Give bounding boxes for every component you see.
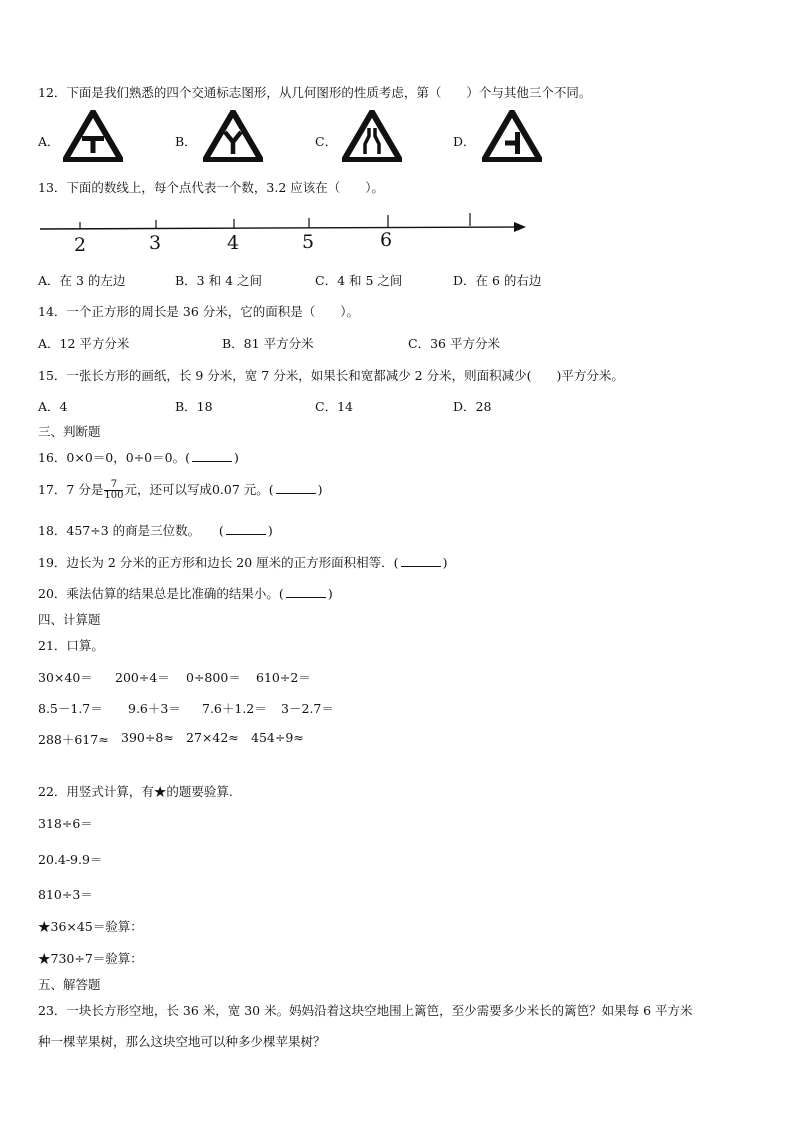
q15-option-b: B．18 [175, 399, 213, 414]
q13-option-b: B．3 和 4 之间 [175, 273, 263, 288]
q17-fraction-numerator: 7 [104, 480, 123, 491]
q21-item: 8.5－1.7＝ [38, 701, 103, 716]
q15-option-d: D．28 [453, 399, 492, 414]
q21-item: 610÷2＝ [256, 670, 311, 685]
q13-stem: 13．下面的数线上，每个点代表一个数，3.2 应该在（ ）。 [38, 180, 385, 195]
q18: 18．457÷3 的商是三位数。 ( ) [38, 523, 273, 538]
q16-text: 16．0×0＝0，0÷0＝0。 [38, 450, 186, 465]
q17-fraction-denominator: 100 [104, 490, 124, 501]
q21-stem: 21．口算。 [38, 638, 104, 653]
q12-option-c: C． [315, 134, 338, 149]
q21-item: 288＋617≈ [38, 732, 109, 747]
q14-option-a: A．12 平方分米 [38, 336, 130, 351]
q21-item: 30×40＝ [38, 670, 93, 685]
road-narrows-sign-icon [342, 110, 402, 162]
q20: 20．乘法估算的结果总是比准确的结果小。( ) [38, 586, 333, 601]
q22-item-4: ★36×45＝验算： [38, 919, 143, 934]
number-line [38, 212, 528, 256]
q12-option-a: A． [38, 134, 60, 149]
section-calculation-heading: 四、计算题 [38, 612, 101, 627]
q20-text: 20．乘法估算的结果总是比准确的结果小。 [38, 586, 279, 601]
q19-answer-blank[interactable] [401, 554, 441, 567]
q16-answer-blank[interactable] [192, 449, 232, 462]
y-junction-sign-icon [203, 110, 263, 162]
number-line-label-5: 5 [302, 231, 315, 253]
q21-item: 27×42≈ [186, 730, 239, 745]
q12-option-d: D． [453, 134, 476, 149]
q13-option-d: D．在 6 的右边 [453, 273, 542, 288]
number-line-label-4: 4 [227, 232, 240, 254]
section-judgement-heading: 三、判断题 [38, 424, 101, 439]
q14-stem: 14．一个正方形的周长是 36 分米，它的面积是（ ）。 [38, 304, 360, 319]
q17-text-pre: 17．7 分是 [38, 482, 104, 497]
section-word-problems-heading: 五、解答题 [38, 977, 101, 992]
q15-option-a: A．4 [38, 399, 68, 414]
q22-item-1: 318÷6＝ [38, 816, 93, 831]
q21-item: 390÷8≈ [121, 730, 174, 745]
q14-option-c: C．36 平方分米 [408, 336, 500, 351]
q18-answer-blank[interactable] [226, 522, 266, 535]
q21-item: 454÷9≈ [251, 730, 304, 745]
q20-answer-blank[interactable] [286, 585, 326, 598]
q12-stem: 12．下面是我们熟悉的四个交通标志图形，从几何图形的性质考虑，第（ ）个与其他三个不同。 [38, 85, 592, 100]
q22-item-2: 20.4-9.9＝ [38, 852, 103, 867]
q21-item: 200÷4＝ [115, 670, 170, 685]
number-line-label-6: 6 [380, 229, 393, 251]
q21-item: 0÷800＝ [186, 670, 241, 685]
q13-option-c: C．4 和 5 之间 [315, 273, 403, 288]
q14-option-b: B．81 平方分米 [222, 336, 314, 351]
q17-answer-blank[interactable] [276, 481, 316, 494]
q17-text-post: 元，还可以写成0.07 元。 [124, 482, 269, 497]
q17-fraction [104, 480, 123, 501]
q16: 16．0×0＝0，0÷0＝0。( ) [38, 450, 239, 465]
q15-stem: 15．一张长方形的画纸，长 9 分米，宽 7 分米，如果长和宽都减少 2 分米，则面积减少( )平方分米。 [38, 368, 624, 383]
number-line-label-3: 3 [149, 232, 162, 254]
q12-option-b: B． [175, 134, 197, 149]
q22-stem: 22．用竖式计算，有★的题要验算. [38, 784, 233, 799]
q15-option-c: C．14 [315, 399, 353, 414]
q13-option-a: A．在 3 的左边 [38, 273, 126, 288]
q22-item-3: 810÷3＝ [38, 887, 93, 902]
q17: 17．7 分是 $\frac{7}{100}$ 元，还可以写成0.07 元。( ) [38, 479, 323, 501]
side-road-sign-icon [482, 110, 542, 162]
q23-line-1: 23．一块长方形空地，长 36 米，宽 30 米。妈妈沿着这块空地围上篱笆，至少需要多少米长的篱笆？如果每 6 平方米 [38, 1003, 693, 1018]
q21-item: 7.6＋1.2＝ [202, 701, 267, 716]
q18-text: 18．457÷3 的商是三位数。 [38, 523, 194, 538]
q21-item: 9.6＋3＝ [128, 701, 181, 716]
number-line-label-2: 2 [74, 234, 87, 256]
q19: 19．边长为 2 分米的正方形和边长 20 厘米的正方形面积相等．( ) [38, 555, 448, 570]
q19-text: 19．边长为 2 分米的正方形和边长 20 厘米的正方形面积相等． [38, 555, 394, 570]
q22-item-5: ★730÷7＝验算： [38, 951, 143, 966]
t-junction-sign-icon [63, 110, 123, 162]
q23-line-2: 种一棵苹果树，那么这块空地可以种多少棵苹果树？ [38, 1034, 326, 1049]
q21-item: 3－2.7＝ [281, 701, 334, 716]
